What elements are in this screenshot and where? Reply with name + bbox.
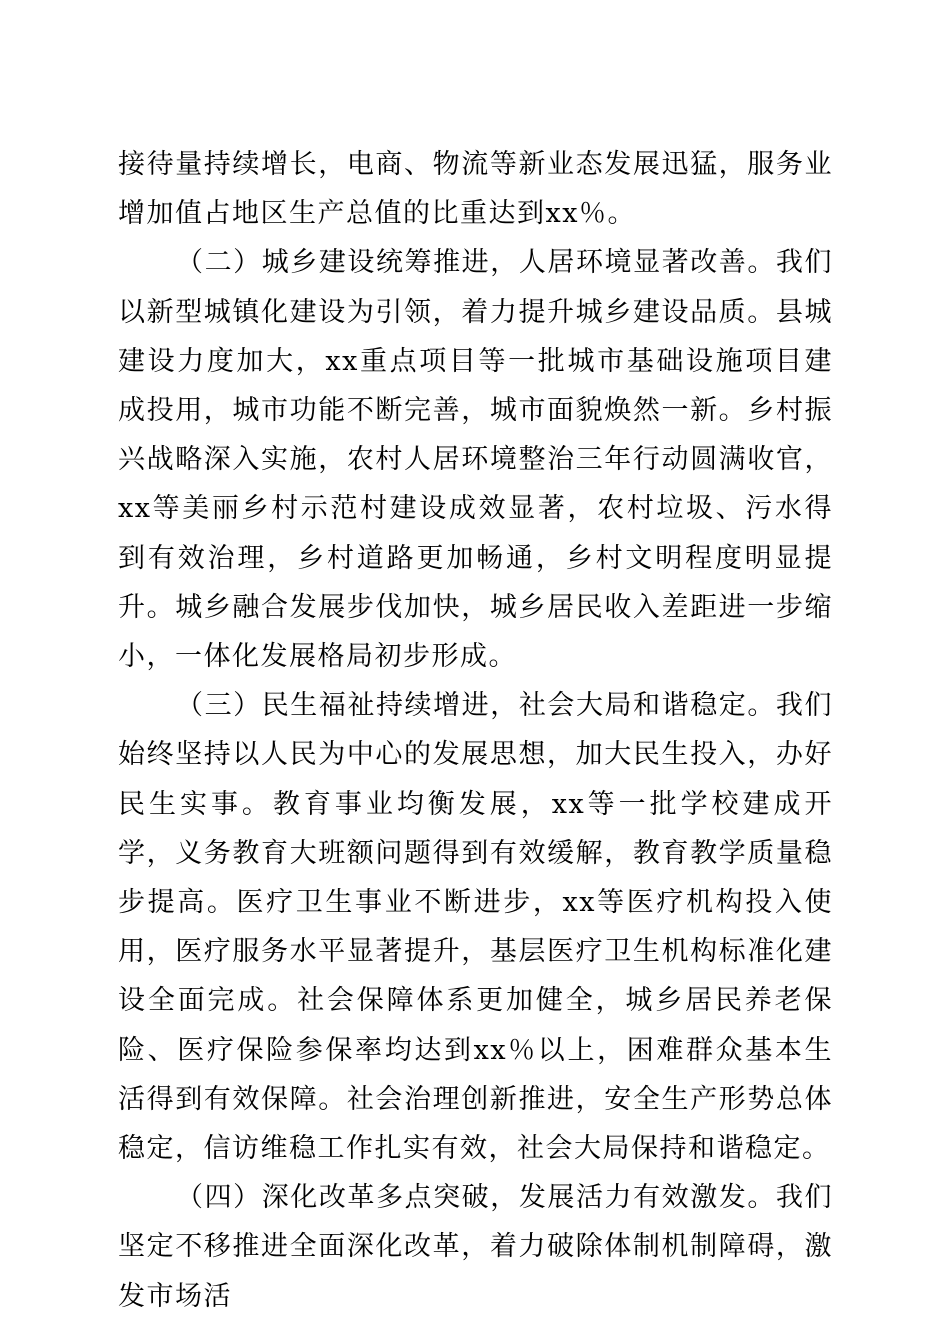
paragraph-urban-rural-construction: （二）城乡建设统筹推进，人居环境显著改善。我们以新型城镇化建设为引领，着力提升城乡建设品质。县城建设力度加大，xx重点项目等一批城市基础设施项目建成投用，城市功能不断完善，城市面貌焕然一新。乡村振兴战略深入实施，农村人居环境整治三年行动圆满收官，xx等美丽乡村示范村建设成效显著，农村垃圾、污水得到有效治理，乡村道路更加畅通，乡村文明程度明显提升。城乡融合发展步伐加快，城乡居民收入差距进一步缩小，一体化发展格局初步形成。 — [118, 247, 833, 673]
document-page — [118, 140, 833, 1321]
paragraph-continuation: 接待量持续增长，电商、物流等新业态发展迅猛，服务业增加值占地区生产总值的比重达到xx％。 — [118, 149, 833, 230]
paragraph-livelihood-wellbeing: （三）民生福祉持续增进，社会大局和谐稳定。我们始终坚持以人民为中心的发展思想，加大民生投入，办好民生实事。教育事业均衡发展，xx等一批学校建成开学，义务教育大班额问题得到有效缓解，教育教学质量稳步提高。医疗卫生事业不断进步，xx等医疗机构投入使用，医疗服务水平显著提升，基层医疗卫生机构标准化建设全面完成。社会保障体系更加健全，城乡居民养老保险、医疗保险参保率均达到xx％以上，困难群众基本生活得到有效保障。社会治理创新推进，安全生产形势总体稳定，信访维稳工作扎实有效，社会大局保持和谐稳定。 — [118, 690, 833, 1165]
paragraph-deepening-reform: （四）深化改革多点突破，发展活力有效激发。我们坚定不移推进全面深化改革，着力破除体制机制障碍，激发市场活 — [118, 1182, 833, 1312]
